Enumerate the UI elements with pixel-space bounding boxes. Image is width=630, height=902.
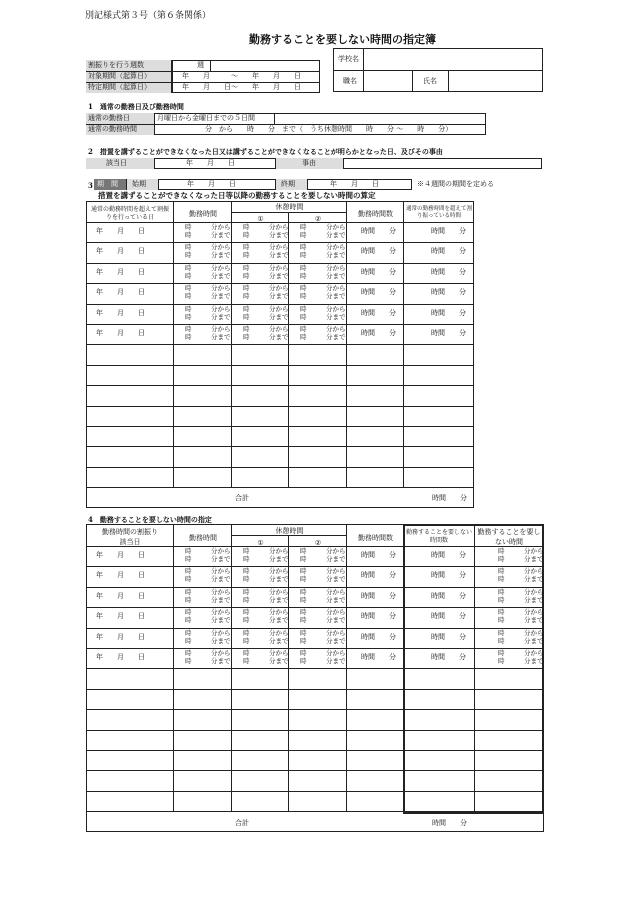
row-date[interactable]: 年 月 日: [96, 551, 145, 559]
specific-period-label: 特定期間（起算日）: [88, 83, 151, 91]
period-note: ※４週間の期間を定める: [417, 180, 494, 188]
row-hours[interactable]: 時間 分: [361, 329, 396, 337]
row-break-to[interactable]: 時 分まで: [300, 251, 346, 260]
row-break-to[interactable]: 時 分まで: [243, 616, 289, 625]
s4-header-break-2: ②: [314, 539, 322, 547]
post-label: 職名: [343, 77, 357, 85]
target-period-label: 対象期間（起算日）: [88, 72, 151, 80]
row-work-to[interactable]: 時 分まで: [185, 231, 231, 239]
grid-line: [86, 668, 544, 669]
s4-header-count: 勤務時間数: [358, 534, 393, 542]
section-1-title: 1 通常の勤務日及び勤務時間: [88, 102, 184, 111]
row-break-to[interactable]: 時 分まで: [243, 251, 289, 260]
grid-line: [86, 487, 474, 488]
row-date[interactable]: 年 月 日: [96, 267, 145, 276]
row-break-from[interactable]: 時 分から: [300, 304, 346, 313]
grid-line: [86, 365, 474, 366]
s3-header-work: 勤務時間: [189, 210, 217, 218]
row-date[interactable]: 年 月 日: [96, 288, 145, 297]
row-break-to[interactable]: 時 分まで: [243, 595, 289, 604]
s3-header-excess: 通常の勤務時間を超えて割り振っている時間: [405, 206, 472, 220]
grid-line: [86, 446, 474, 447]
weeks-unit: 週: [197, 61, 204, 69]
row-required-from[interactable]: 時 分から: [498, 567, 544, 576]
row-break-to[interactable]: 時 分まで: [243, 271, 289, 280]
row-work-to[interactable]: 時 分まで: [185, 312, 231, 321]
row-break-from[interactable]: 時 分から: [300, 325, 346, 333]
row-break-from[interactable]: 時 分から: [243, 628, 289, 637]
grid-line: [86, 709, 544, 710]
grid-line: [86, 770, 544, 771]
row-break-from[interactable]: 時 分から: [300, 223, 346, 231]
row-work-from[interactable]: 時 分から: [185, 325, 231, 333]
s4-header-date: 勤務時間の割振り該当日: [102, 528, 158, 546]
row-break-to[interactable]: 時 分まで: [300, 312, 346, 321]
s3-header-count: 勤務時間数: [358, 210, 393, 218]
grid-line: [86, 689, 544, 690]
s4-header-break-1: ①: [257, 539, 264, 547]
s4-header-work: 勤務時間: [189, 534, 217, 542]
row-break-from[interactable]: 時 分から: [300, 628, 346, 637]
row-break-from[interactable]: 時 分から: [243, 243, 289, 252]
row-break-from[interactable]: 時 分から: [243, 325, 289, 333]
row-break-from[interactable]: 時 分から: [300, 567, 346, 576]
row-date[interactable]: 年 月 日: [96, 591, 145, 600]
row-work-from[interactable]: 時 分から: [185, 284, 231, 293]
row-break-from[interactable]: 時 分から: [300, 284, 346, 293]
row-required-from[interactable]: 時 分から: [498, 649, 544, 657]
row-required-to[interactable]: 時 分まで: [498, 657, 544, 665]
row-break-to[interactable]: 時 分まで: [243, 333, 289, 341]
row-break-from[interactable]: 時 分から: [243, 547, 289, 555]
row-work-from[interactable]: 時 分から: [185, 223, 231, 231]
s4-header-required-time: 勤務することを要しない時間: [477, 528, 541, 546]
row-break-to[interactable]: 時 分まで: [300, 657, 346, 665]
row-break-to[interactable]: 時 分まで: [300, 575, 346, 584]
row-date[interactable]: 年 月 日: [96, 571, 145, 580]
row-required-hours[interactable]: 時間 分: [431, 612, 466, 621]
row-hours[interactable]: 時間 分: [361, 288, 396, 297]
row-break-from[interactable]: 時 分から: [243, 649, 289, 657]
row-work-to[interactable]: 時 分まで: [185, 271, 231, 280]
row-work-from[interactable]: 時 分から: [185, 567, 231, 576]
row-hours[interactable]: 時間 分: [361, 551, 396, 559]
row-break-to[interactable]: 時 分まで: [243, 575, 289, 584]
end-label: 終期: [281, 180, 295, 188]
section-4-title: 4 勤務することを要しない時間の指定: [88, 515, 212, 524]
row-break-to[interactable]: 時 分まで: [300, 616, 346, 625]
row-break-to[interactable]: 時 分まで: [300, 292, 346, 301]
start-value[interactable]: 年 月 日: [187, 180, 236, 188]
row-break-from[interactable]: 時 分から: [300, 649, 346, 657]
row-break-to[interactable]: 時 分まで: [300, 595, 346, 604]
row-work-to[interactable]: 時 分まで: [185, 333, 231, 341]
row-work-from[interactable]: 時 分から: [185, 243, 231, 252]
s3-total-label: 合計: [235, 494, 249, 502]
row-work-to[interactable]: 時 分まで: [185, 251, 231, 260]
applicable-date-value[interactable]: 年 月 日: [186, 159, 235, 167]
start-label: 始期: [132, 180, 146, 188]
row-work-to[interactable]: 時 分まで: [185, 575, 231, 584]
row-hours[interactable]: 時間 分: [361, 591, 396, 600]
school-name-label: 学校名: [338, 55, 359, 63]
grid-line: [86, 791, 544, 792]
s4-total-value: 時間 分: [432, 819, 467, 827]
row-work-to[interactable]: 時 分まで: [185, 292, 231, 301]
normal-work-day-value: 月曜日から金曜日までの５日間: [157, 114, 255, 122]
form-number: 別記様式第３号（第６条関係）: [85, 11, 212, 21]
row-break-from[interactable]: 時 分から: [243, 587, 289, 596]
grid-line: [86, 406, 474, 407]
reason-label: 事由: [302, 159, 316, 167]
row-required-to[interactable]: 時 分まで: [498, 555, 544, 563]
grid-line: [86, 467, 474, 468]
s3-header-break-1: ①: [257, 215, 264, 223]
row-work-from[interactable]: 時 分から: [185, 263, 231, 272]
row-required-hours[interactable]: 時間 分: [431, 591, 466, 600]
row-work-to[interactable]: 時 分まで: [185, 595, 231, 604]
row-hours[interactable]: 時間 分: [361, 227, 396, 235]
s3-header-break-2: ②: [314, 215, 322, 223]
row-date[interactable]: 年 月 日: [96, 612, 145, 621]
row-required-from[interactable]: 時 分から: [498, 547, 544, 555]
row-break-to[interactable]: 時 分まで: [300, 555, 346, 563]
normal-work-time-label: 通常の勤務時間: [88, 125, 137, 133]
section-3-subtitle: 措置を講ずることができなくなった日等以降の勤務することを要しない時間の算定: [98, 191, 376, 200]
row-required-to[interactable]: 時 分まで: [498, 636, 544, 645]
row-required-hours[interactable]: 時間 分: [431, 653, 466, 661]
row-work-from[interactable]: 時 分から: [185, 608, 231, 617]
row-work-from[interactable]: 時 分から: [185, 649, 231, 657]
row-excess-hours[interactable]: 時間 分: [431, 288, 466, 297]
row-break-to[interactable]: 時 分まで: [300, 333, 346, 341]
row-required-to[interactable]: 時 分まで: [498, 616, 544, 625]
grid-line: [86, 344, 474, 345]
row-break-from[interactable]: 時 分から: [243, 608, 289, 617]
row-break-to[interactable]: 時 分まで: [243, 312, 289, 321]
row-work-from[interactable]: 時 分から: [185, 628, 231, 637]
weeks-label: 割振りを行う週数: [88, 61, 144, 69]
grid-line: [86, 730, 544, 731]
row-required-from[interactable]: 時 分から: [498, 608, 544, 617]
row-work-to[interactable]: 時 分まで: [185, 555, 231, 563]
row-hours[interactable]: 時間 分: [361, 653, 396, 661]
row-break-from[interactable]: 時 分から: [300, 263, 346, 272]
row-work-to[interactable]: 時 分まで: [185, 657, 231, 665]
row-required-from[interactable]: 時 分から: [498, 587, 544, 596]
target-period-value[interactable]: 年 月 ～ 年 月 日: [182, 72, 301, 80]
row-excess-hours[interactable]: 時間 分: [431, 227, 466, 235]
row-break-from[interactable]: 時 分から: [300, 608, 346, 617]
normal-work-day-label: 通常の勤務日: [88, 114, 130, 122]
row-break-to[interactable]: 時 分まで: [243, 657, 289, 665]
row-break-from[interactable]: 時 分から: [243, 223, 289, 231]
grid-line: [86, 426, 474, 427]
row-hours[interactable]: 時間 分: [361, 247, 396, 256]
specific-period-value[interactable]: 年 月 日～ 年 月 日: [182, 83, 301, 91]
name-label: 氏名: [423, 77, 437, 85]
row-excess-hours[interactable]: 時間 分: [431, 267, 466, 276]
period-label: 期 間: [97, 180, 118, 188]
row-work-to[interactable]: 時 分まで: [185, 636, 231, 645]
row-break-to[interactable]: 時 分まで: [243, 636, 289, 645]
row-break-to[interactable]: 時 分まで: [300, 231, 346, 239]
grid-line: [86, 750, 544, 751]
row-date[interactable]: 年 月 日: [96, 227, 145, 235]
row-excess-hours[interactable]: 時間 分: [431, 247, 466, 256]
row-break-from[interactable]: 時 分から: [243, 284, 289, 293]
row-break-to[interactable]: 時 分まで: [243, 231, 289, 239]
row-excess-hours[interactable]: 時間 分: [431, 329, 466, 337]
row-date[interactable]: 年 月 日: [96, 329, 145, 337]
row-required-hours[interactable]: 時間 分: [431, 571, 466, 580]
applicable-date-label: 該当日: [106, 159, 127, 167]
section-3-number: 3: [88, 181, 93, 190]
row-break-from[interactable]: 時 分から: [243, 263, 289, 272]
section-2-title: 2 措置を講ずることができなくなった日又は講ずることができなくなることが明らかとなった日、及びその事由: [88, 147, 443, 156]
grid-line: [86, 811, 544, 812]
row-break-to[interactable]: 時 分まで: [243, 555, 289, 563]
row-hours[interactable]: 時間 分: [361, 571, 396, 580]
normal-work-time-value[interactable]: 分 から 時 分 まで（ うち休憩時間 時 分 ～ 時 分）: [198, 125, 453, 133]
row-required-hours[interactable]: 時間 分: [431, 551, 466, 559]
row-date[interactable]: 年 月 日: [96, 653, 145, 661]
s4-header-break: 休憩時間: [275, 527, 304, 535]
s3-header-date: 通常の勤務時間を超えて割振りを行っている日: [90, 206, 169, 221]
row-work-to[interactable]: 時 分まで: [185, 616, 231, 625]
end-value[interactable]: 年 月 日: [330, 180, 379, 188]
row-work-from[interactable]: 時 分から: [185, 587, 231, 596]
row-required-to[interactable]: 時 分まで: [498, 595, 544, 604]
row-date[interactable]: 年 月 日: [96, 247, 145, 256]
row-break-to[interactable]: 時 分まで: [243, 292, 289, 301]
row-hours[interactable]: 時間 分: [361, 308, 396, 317]
row-date[interactable]: 年 月 日: [96, 632, 145, 641]
row-hours[interactable]: 時間 分: [361, 267, 396, 276]
row-required-from[interactable]: 時 分から: [498, 628, 544, 637]
row-break-from[interactable]: 時 分から: [300, 243, 346, 252]
row-required-to[interactable]: 時 分まで: [498, 575, 544, 584]
row-break-to[interactable]: 時 分まで: [300, 636, 346, 645]
row-required-hours[interactable]: 時間 分: [431, 632, 466, 641]
row-break-from[interactable]: 時 分から: [243, 567, 289, 576]
row-excess-hours[interactable]: 時間 分: [431, 308, 466, 317]
row-break-from[interactable]: 時 分から: [300, 587, 346, 596]
row-hours[interactable]: 時間 分: [361, 612, 396, 621]
row-break-from[interactable]: 時 分から: [300, 547, 346, 555]
page-title: 勤務することを要しない時間の指定簿: [249, 33, 436, 46]
row-hours[interactable]: 時間 分: [361, 632, 396, 641]
grid-line: [86, 385, 474, 386]
row-date[interactable]: 年 月 日: [96, 308, 145, 317]
row-break-from[interactable]: 時 分から: [243, 304, 289, 313]
s4-header-required-count: 勤務することを要しない時間数: [405, 529, 472, 545]
row-work-from[interactable]: 時 分から: [185, 547, 231, 555]
row-work-from[interactable]: 時 分から: [185, 304, 231, 313]
s4-total-label: 合計: [235, 819, 249, 827]
s3-total-value: 時間 分: [432, 494, 467, 502]
s3-header-break: 休憩時間: [275, 203, 304, 211]
row-break-to[interactable]: 時 分まで: [300, 271, 346, 280]
